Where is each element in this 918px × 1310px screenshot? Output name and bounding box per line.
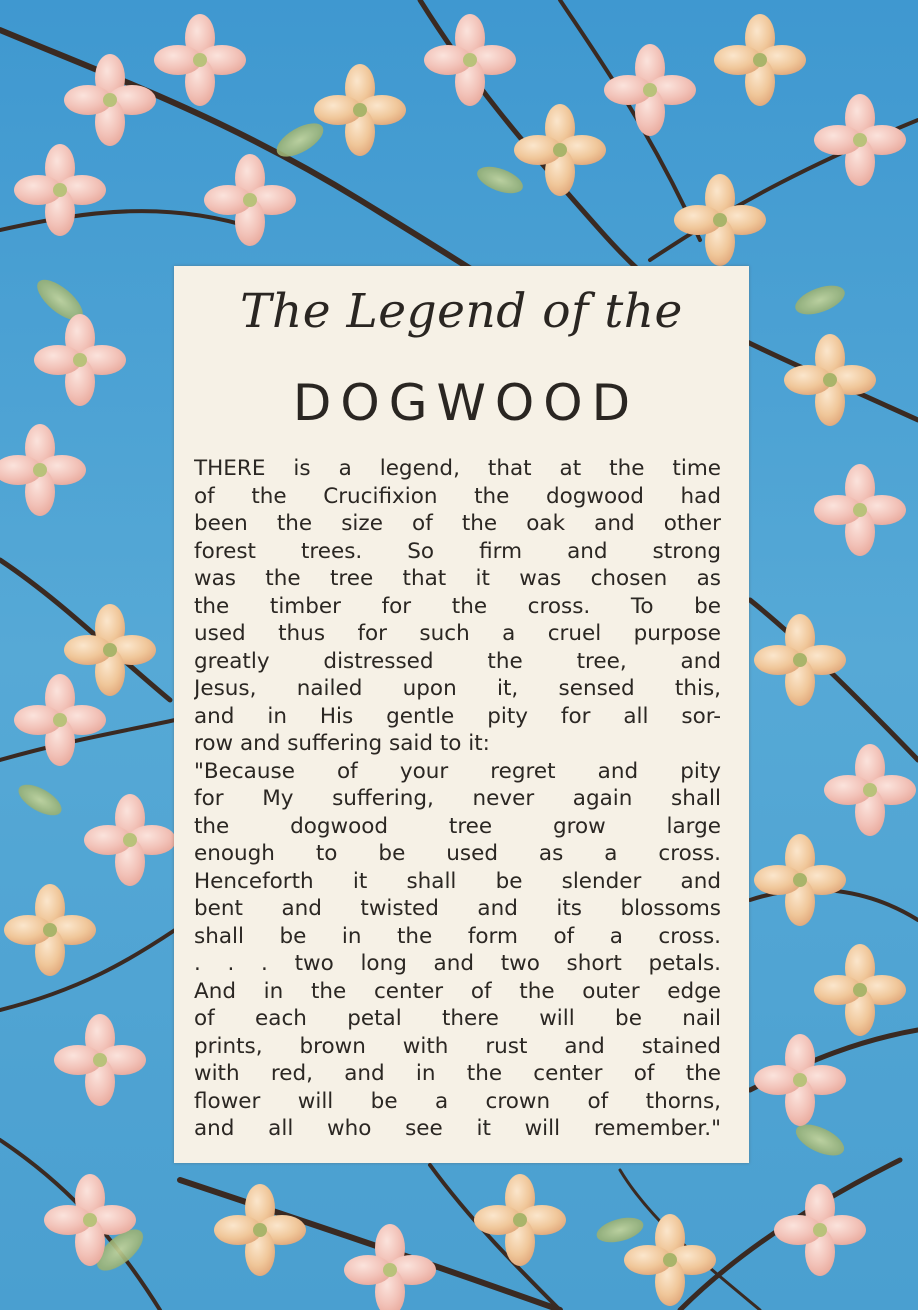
title-caps: DOGWOOD <box>292 374 640 432</box>
legend-line: Jesus, nailed upon it, sensed this, <box>194 676 721 701</box>
legend-line: shall be in the form of a cross. <box>194 923 721 949</box>
legend-line: with red, and in the center of the <box>194 1061 721 1086</box>
legend-line: THERE is a legend, that at the time <box>194 456 721 481</box>
legend-line: was the tree that it was chosen as <box>194 566 721 591</box>
legend-line: been the size of the oak and other <box>194 511 721 536</box>
legend-line: And in the center of the outer edge <box>194 978 721 1004</box>
legend-line: the timber for the cross. To be <box>194 593 721 619</box>
legend-line: and in His gentle pity for all sor- <box>194 703 721 729</box>
title-script: The Legend of the <box>240 284 683 339</box>
legend-line: bent and twisted and its blossoms <box>194 896 721 921</box>
legend-line: "Because of your regret and pity <box>194 758 721 784</box>
legend-line: used thus for such a cruel purpose <box>194 621 721 646</box>
legend-line: of the Crucifixion the dogwood had <box>194 483 721 509</box>
legend-line: Henceforth it shall be slender and <box>194 868 721 894</box>
legend-line: flower will be a crown of thorns, <box>194 1088 721 1114</box>
legend-line: greatly distressed the tree, and <box>194 648 721 674</box>
legend-body <box>194 455 721 1143</box>
legend-line: . . . two long and two short petals. <box>194 951 721 976</box>
legend-text-panel <box>174 266 749 1163</box>
legend-line: and all who see it will remember." <box>194 1116 721 1141</box>
legend-line: the dogwood tree grow large <box>194 813 721 839</box>
legend-line: row and suffering said to it: <box>194 731 490 756</box>
legend-line: enough to be used as a cross. <box>194 841 721 866</box>
legend-line: for My suffering, never again shall <box>194 786 721 811</box>
legend-line: prints, brown with rust and stained <box>194 1033 721 1059</box>
legend-line: forest trees. So firm and strong <box>194 538 721 564</box>
legend-line: of each petal there will be nail <box>194 1006 721 1031</box>
